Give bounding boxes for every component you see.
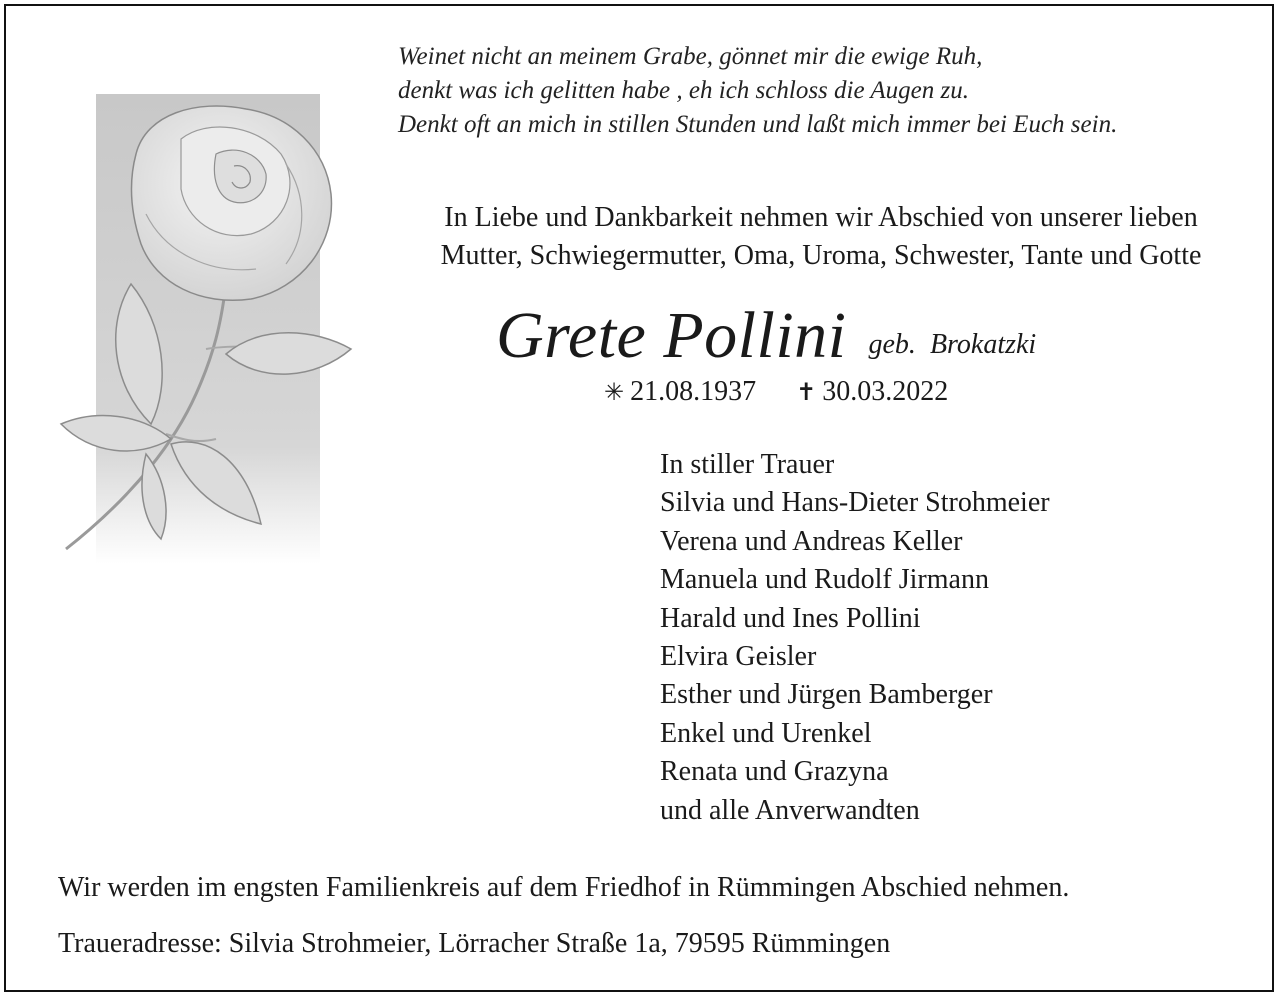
ceremony-note: Wir werden im engsten Familienkreis auf dem Friedhof in Rümmingen Abschied nehmen. <box>58 872 1070 903</box>
intro-line: Mutter, Schwiegermutter, Oma, Uroma, Schwester, Tante und Gotte <box>440 240 1202 271</box>
mourning-address: Traueradresse: Silvia Strohmeier, Lörracher Straße 1a, 79595 Rümmingen <box>58 928 891 959</box>
intro-text <box>346 199 1280 275</box>
deceased-name: Grete Pollini <box>496 299 847 372</box>
poem-line: Weinet nicht an meinem Grabe, gönnet mir die ewige Ruh, <box>398 43 983 70</box>
deceased-name-row <box>496 296 1036 376</box>
rose-icon <box>46 94 376 574</box>
list-item: Esther und Jürgen Bamberger <box>660 679 993 711</box>
list-item: Elvira Geisler <box>660 641 817 673</box>
poem-line: Denkt oft an mich in stillen Stunden und laßt mich immer bei Euch sein. <box>398 111 1118 138</box>
life-dates <box>604 376 948 408</box>
born-name: Brokatzki <box>929 329 1037 360</box>
cross-icon: ✝ <box>796 380 817 406</box>
poem <box>398 40 1117 142</box>
birth-date: 21.08.1937 <box>630 376 757 407</box>
list-item: Harald und Ines Pollini <box>660 602 921 634</box>
death-date: 30.03.2022 <box>822 376 949 407</box>
list-item: Silvia und Hans-Dieter Strohmeier <box>660 487 1050 519</box>
maiden-name <box>869 329 1037 360</box>
star-icon: ✳ <box>604 380 625 406</box>
list-item: Renata und Grazyna <box>660 756 889 788</box>
obituary-card <box>4 4 1274 992</box>
list-item: Manuela und Rudolf Jirmann <box>660 564 989 596</box>
born-prefix: geb. <box>868 329 916 360</box>
mourners-list <box>660 446 1050 830</box>
list-item: Enkel und Urenkel <box>660 717 872 749</box>
list-item: In stiller Trauer <box>660 449 835 480</box>
list-item: und alle Anverwandten <box>660 794 920 826</box>
poem-line: denkt was ich gelitten habe , eh ich schloss die Augen zu. <box>398 77 969 104</box>
intro-line: In Liebe und Dankbarkeit nehmen wir Abschied von unserer lieben <box>444 202 1198 233</box>
list-item: Verena und Andreas Keller <box>660 525 963 557</box>
